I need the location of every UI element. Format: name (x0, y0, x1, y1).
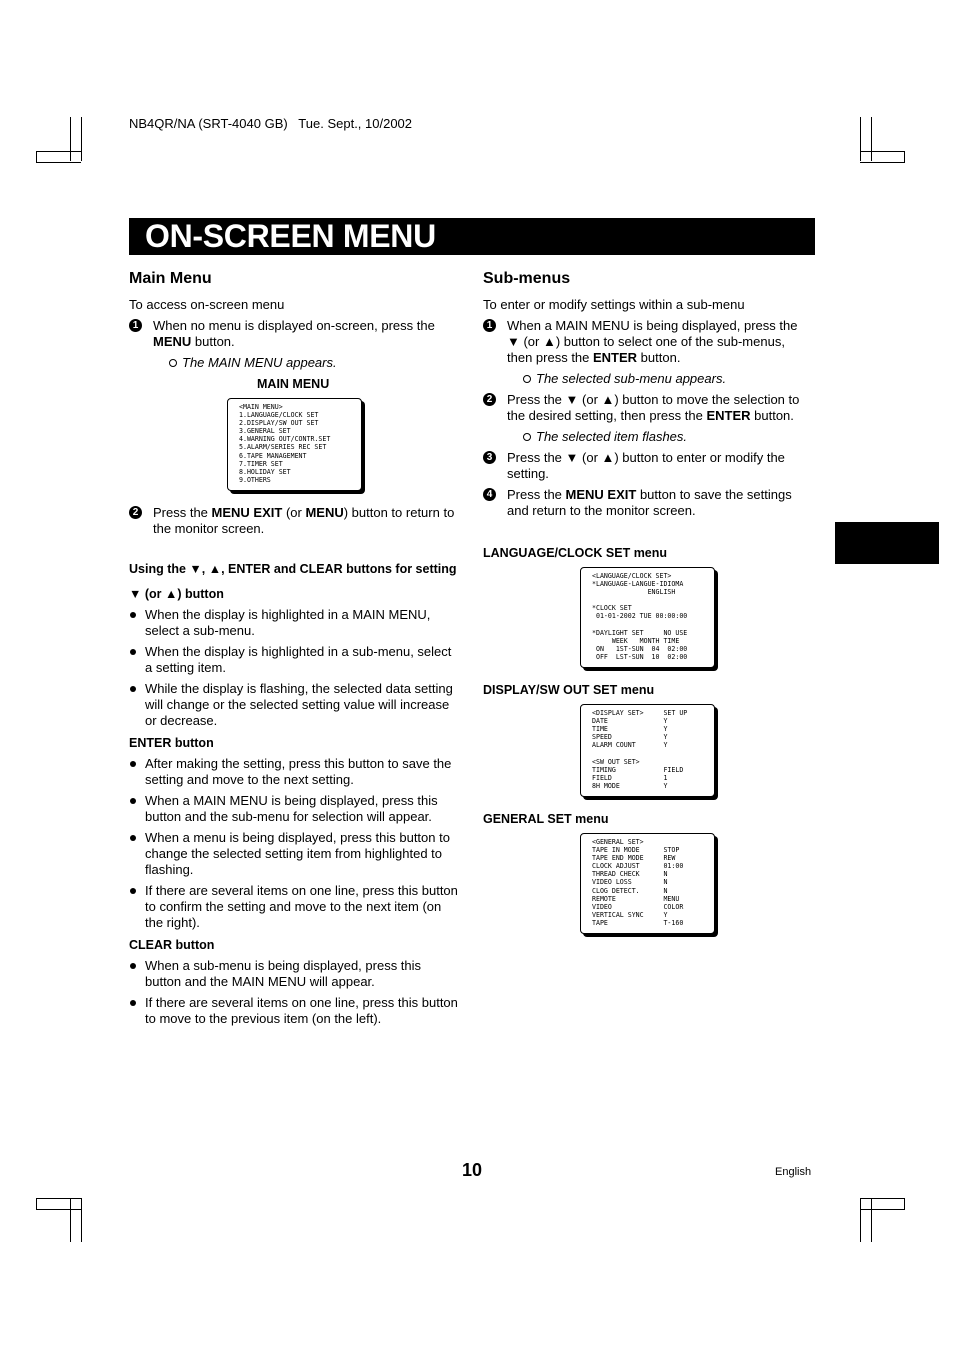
list-item: If there are several items on one line, press this button to confirm the setting and move to the next item (on the right). (129, 883, 459, 931)
circle-icon (169, 359, 177, 367)
step-number: 3 (483, 451, 496, 464)
crop-mark-bottom-left-h (36, 1198, 81, 1210)
sub-menus-heading: Sub-menus (483, 270, 571, 287)
circle-icon (523, 375, 531, 383)
sub-step-1-result: The selected sub-menu appears. (483, 371, 813, 387)
page-title: ON-SCREEN MENU (129, 218, 815, 255)
buttons-usage-heading: Using the ▼, ▲, ENTER and CLEAR buttons for setting (129, 561, 457, 576)
step-number: 4 (483, 488, 496, 501)
down-up-button-heading: ▼ (or ▲) button (129, 586, 224, 601)
down-up-list (129, 607, 459, 729)
crop-mark-top-right-h (860, 151, 905, 163)
enter-list (129, 756, 459, 931)
general-set-caption: GENERAL SET menu (483, 811, 609, 826)
step-number: 2 (129, 506, 142, 519)
page-number: 10 (462, 1160, 483, 1180)
sub-menus-intro: To enter or modify settings within a sub-menu (483, 297, 745, 312)
sub-step-4: 4 Press the MENU EXIT button to save the settings and return to the monitor screen. (483, 487, 813, 519)
clear-button-heading: CLEAR button (129, 937, 215, 952)
main-menu-heading: Main Menu (129, 270, 212, 287)
main-menu-intro: To access on-screen menu (129, 297, 285, 312)
list-item: If there are several items on one line, press this button to move to the previous item (on the left). (129, 995, 459, 1027)
crop-mark-top-left-h (36, 151, 81, 163)
enter-button-heading: ENTER button (129, 735, 214, 750)
step-number: 1 (483, 319, 496, 332)
list-item: When a MAIN MENU is being displayed, press this button and the sub-menu for selection will appear. (129, 793, 459, 825)
list-item: When the display is highlighted in a sub-menu, select a setting item. (129, 644, 459, 676)
sub-step-3: 3 Press the ▼ (or ▲) button to enter or modify the setting. (483, 450, 813, 482)
main-menu-screen: <MAIN MENU> 1.LANGUAGE/CLOCK SET 2.DISPLAY/SW OUT SET 3.GENERAL SET 4.WARNING OUT/CONTR.SET 5.ALARM/SERIES REC SET 6.TAPE MANAGEMENT 7.TIMER SET 8.HOLIDAY SET 9.OTHERS (227, 398, 362, 491)
clear-list (129, 958, 459, 1027)
language-clock-screen: <LANGUAGE/CLOCK SET> *LANGUAGE-LANGUE-IDIOMA ENGLISH *CLOCK SET 01-01-2002 TUE 00:00:00 *DAYLIGHT SET NO USE WEEK MONTH TIME ON 1ST-SUN 04 02:00 OFF LST-SUN 10 02:00 (580, 567, 715, 668)
list-item: After making the setting, press this button to save the setting and move to the next setting. (129, 756, 459, 788)
main-step-1-result: The MAIN MENU appears. (129, 355, 459, 371)
section-tab (835, 522, 939, 564)
sub-step-1: 1 When a MAIN MENU is being displayed, press the ▼ (or ▲) button to select one of the sub-menus, then press the ENTER button. (483, 318, 813, 366)
list-item: When the display is highlighted in a MAIN MENU, select a sub-menu. (129, 607, 459, 639)
general-set-screen: <GENERAL SET> TAPE IN MODE STOP TAPE END MODE REW CLOCK ADJUST 01:00 THREAD CHECK N VIDEO LOSS N CLOG DETECT. N REMOTE MENU VIDEO COLOR VERTICAL SYNC Y TAPE T-160 (580, 833, 715, 934)
display-sw-out-screen: <DISPLAY SET> SET UP DATE Y TIME Y SPEED Y ALARM COUNT Y <SW OUT SET> TIMING FIELD FIELD 1 8H MODE Y (580, 704, 715, 797)
main-step-1: 1 When no menu is displayed on-screen, press the MENU button. (129, 318, 459, 350)
list-item: When a menu is being displayed, press this button to change the selected setting item from highlighted to flashing. (129, 830, 459, 878)
display-sw-out-caption: DISPLAY/SW OUT SET menu (483, 683, 655, 698)
sub-menus-section (483, 270, 813, 948)
main-step-2: 2 Press the MENU EXIT (or MENU) button to return to the monitor screen. (129, 505, 459, 537)
document-reference: NB4QR/NA (SRT-4040 GB) Tue. Sept., 10/2002 (129, 116, 413, 131)
list-item: When a sub-menu is being displayed, press this button and the MAIN MENU will appear. (129, 958, 459, 990)
footer-language: English (775, 1166, 812, 1178)
step-number: 1 (129, 319, 142, 332)
main-menu-caption: MAIN MENU (257, 377, 330, 391)
circle-icon (523, 433, 531, 441)
language-clock-caption: LANGUAGE/CLOCK SET menu (483, 546, 668, 560)
step-number: 2 (483, 393, 496, 406)
sub-step-2: 2 Press the ▼ (or ▲) button to move the selection to the desired setting, then press the ENTER button. (483, 392, 813, 424)
main-menu-section (129, 270, 459, 1033)
sub-step-2-result: The selected item flashes. (483, 429, 813, 445)
crop-mark-bottom-right-h (860, 1198, 905, 1210)
list-item: While the display is flashing, the selected data setting will change or the selected setting value will increase or decrease. (129, 681, 459, 729)
